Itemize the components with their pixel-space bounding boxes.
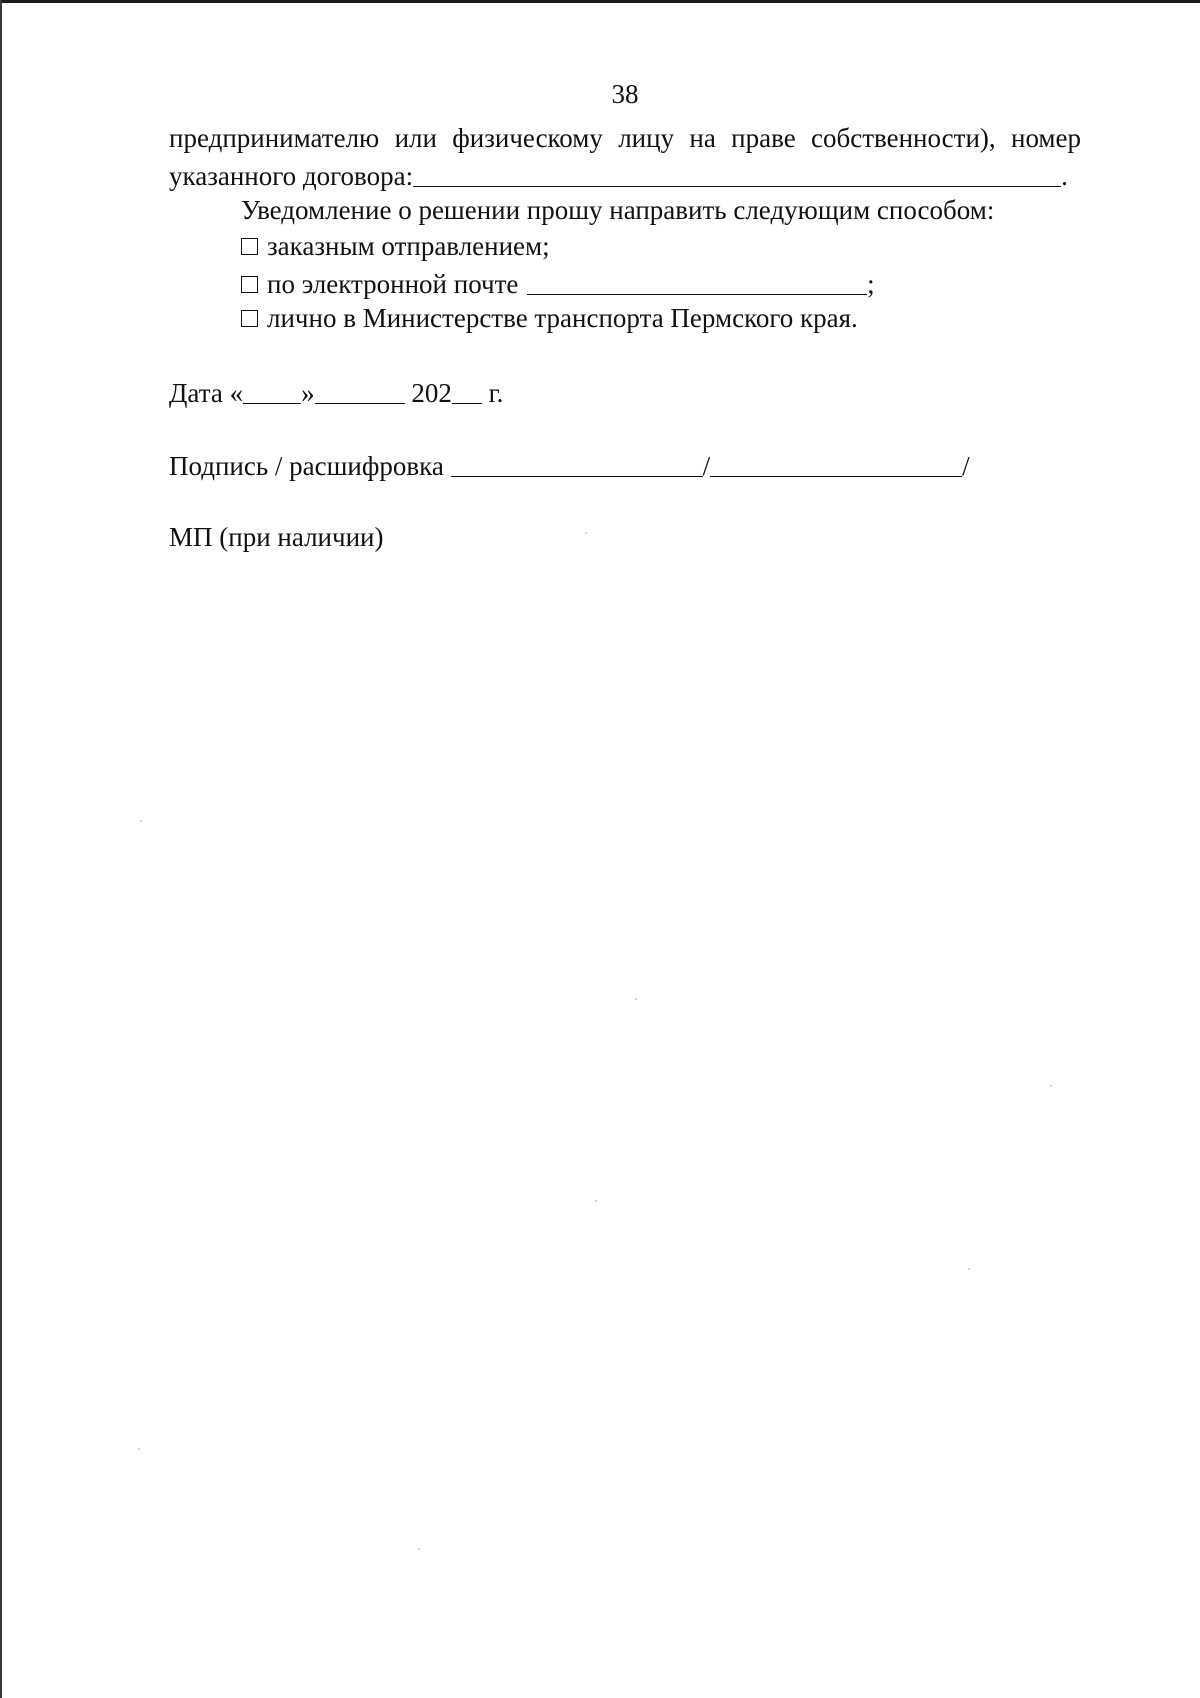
option-in-person-label: лично в Министерстве транспорта Пермского края.: [267, 303, 858, 333]
option-email: [241, 264, 875, 302]
date-year-field[interactable]: [452, 375, 482, 404]
email-field[interactable]: [527, 266, 867, 295]
scan-speck: [635, 998, 637, 1000]
scan-speck: [585, 532, 587, 534]
option-registered-mail: [241, 228, 550, 264]
scan-edge-left: [0, 0, 2, 1698]
signature-name-field[interactable]: [710, 448, 962, 477]
signature-separator: /: [702, 451, 711, 481]
scan-speck: [595, 1200, 597, 1202]
scan-speck: [418, 1548, 420, 1550]
option-in-person: [241, 300, 858, 336]
date-year-prefix: 202: [411, 378, 452, 408]
checkbox-in-person[interactable]: [241, 310, 258, 327]
signature-field[interactable]: [451, 448, 703, 477]
scan-speck: [1050, 1085, 1052, 1087]
date-close-quote: »: [301, 378, 315, 408]
signature-end: /: [962, 451, 970, 481]
contract-number-end: .: [1061, 161, 1068, 191]
checkbox-email[interactable]: [241, 276, 258, 293]
date-month-field[interactable]: [315, 375, 405, 404]
contract-number-line: [169, 156, 1068, 194]
date-day-field[interactable]: [243, 375, 301, 404]
checkbox-registered-mail[interactable]: [241, 238, 258, 255]
option-email-suffix: ;: [867, 269, 875, 299]
option-email-label: по электронной почте: [267, 269, 519, 299]
date-suffix: г.: [488, 378, 504, 408]
contract-number-field[interactable]: [413, 158, 1061, 187]
scan-speck: [140, 820, 142, 822]
continuation-line-1: предпринимателю или физическому лицу на праве собственности), номер: [169, 123, 1081, 153]
contract-number-label: указанного договора:: [169, 161, 414, 191]
date-line: [169, 373, 503, 411]
scan-speck: [968, 1268, 970, 1270]
signature-line: [169, 446, 970, 484]
date-prefix: Дата «: [169, 378, 244, 408]
notification-intro: Уведомление о решении прошу направить следующим способом:: [241, 195, 995, 225]
option-registered-mail-label: заказным отправлением;: [267, 231, 550, 261]
signature-label: Подпись / расшифровка: [169, 451, 444, 481]
page-number: 38: [611, 79, 639, 109]
stamp-line: МП (при наличии): [169, 522, 384, 552]
scan-edge-top: [0, 0, 1200, 3]
scan-speck: [138, 1448, 140, 1450]
